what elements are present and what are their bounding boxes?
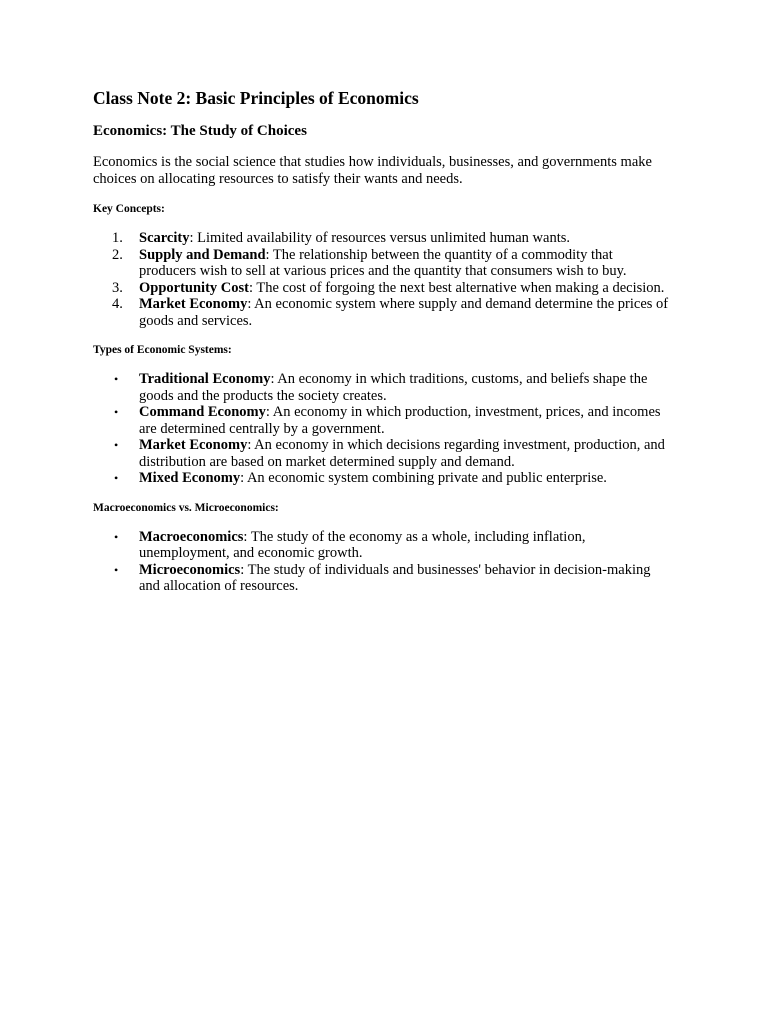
list-number: 1. <box>112 230 123 246</box>
bullet-icon: • <box>114 372 119 386</box>
list-item <box>93 470 673 487</box>
list-item <box>93 562 673 595</box>
bullet-icon: • <box>114 438 119 452</box>
term: Market Economy <box>139 296 248 312</box>
definition: : An economic system combining private and public enterprise. <box>240 470 607 486</box>
intro-paragraph: Economics is the social science that studies how individuals, businesses, and governments make choices on allocating resources to satisfy their wants and needs. <box>93 154 652 187</box>
list-item <box>93 437 673 470</box>
list-item <box>93 247 673 280</box>
term: Command Economy <box>139 404 266 420</box>
economic-systems-list <box>93 371 673 487</box>
term: Scarcity <box>139 230 190 246</box>
list-item <box>93 230 673 247</box>
bullet-icon: • <box>114 471 119 485</box>
definition: : The cost of forgoing the next best alternative when making a decision. <box>248 279 665 296</box>
list-number: 4. <box>112 296 123 312</box>
list-number: 2. <box>112 246 123 263</box>
document-content <box>93 86 673 595</box>
definition: : An economic system where supply and demand determine the prices of goods and services. <box>139 296 669 329</box>
key-concepts-list <box>93 230 673 329</box>
macro-micro-heading: Macroeconomics vs. Microeconomics: <box>93 501 279 514</box>
list-item <box>93 280 673 297</box>
list-number: 3. <box>112 279 123 296</box>
definition: : An economy in which decisions regarding investment, production, and distribution are based on market determined supply and demand. <box>139 437 665 470</box>
list-item <box>93 404 673 437</box>
definition: : The relationship between the quantity of a commodity that producers wish to sell at various prices and the quantity that consumers wish to buy. <box>139 246 627 279</box>
bullet-icon: • <box>114 529 119 544</box>
definition: : The study of the economy as a whole, including inflation, unemployment, and economic growth. <box>139 528 586 561</box>
economic-systems-heading: Types of Economic Systems: <box>93 344 232 356</box>
macro-micro-list <box>93 529 673 595</box>
definition: : The study of individuals and businesses' behavior in decision-making and allocation of resources. <box>139 561 651 594</box>
term: Traditional Economy <box>139 371 271 387</box>
term: Macroeconomics <box>139 528 244 545</box>
term: Opportunity Cost <box>139 279 249 296</box>
term: Supply and Demand <box>139 246 266 263</box>
term: Market Economy <box>139 437 248 453</box>
key-concepts-heading: Key Concepts: <box>93 203 165 215</box>
bullet-icon: • <box>114 562 119 577</box>
document-title: Class Note 2: Basic Principles of Economics <box>93 88 419 108</box>
definition: : An economy in which traditions, customs, and beliefs shape the goods and the products the society creates. <box>139 371 648 404</box>
definition: : An economy in which production, investment, prices, and incomes are determined centrally by a government. <box>139 404 661 437</box>
bullet-icon: • <box>114 405 119 419</box>
list-item <box>93 371 673 404</box>
list-item <box>93 296 673 329</box>
section-heading: Economics: The Study of Choices <box>93 123 307 139</box>
term: Mixed Economy <box>139 470 241 486</box>
definition: : Limited availability of resources versus unlimited human wants. <box>189 230 571 246</box>
term: Microeconomics <box>139 561 241 578</box>
list-item <box>93 529 673 562</box>
